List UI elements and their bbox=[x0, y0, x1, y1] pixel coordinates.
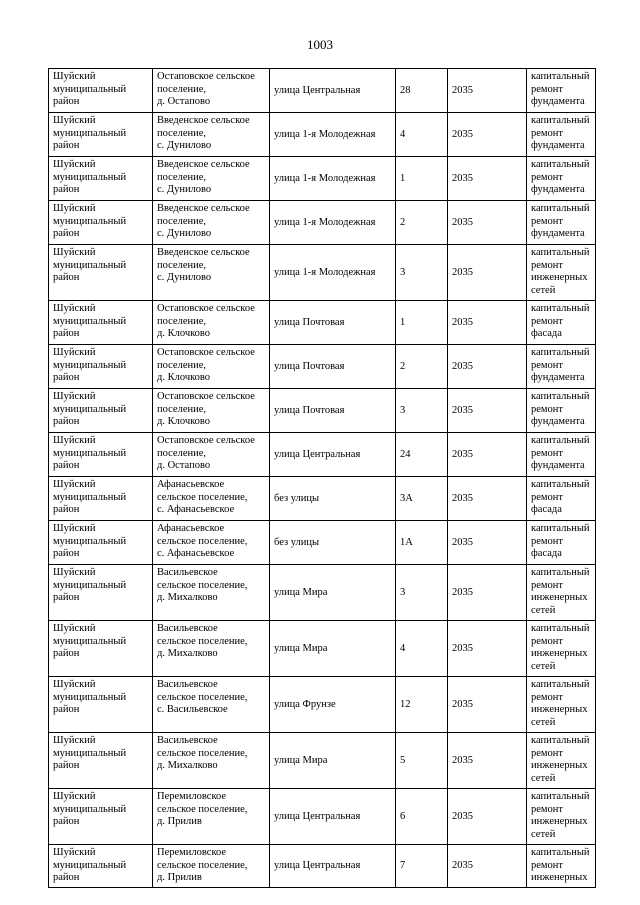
year-cell: 2035 bbox=[448, 477, 527, 521]
district-cell-line: район bbox=[53, 648, 80, 659]
district-cell-line: муниципальный bbox=[53, 259, 127, 271]
settlement-cell-line: Введенское сельское bbox=[157, 203, 250, 214]
settlement-cell-line: поселение, bbox=[157, 447, 207, 459]
district-cell bbox=[49, 845, 153, 888]
settlement-cell bbox=[153, 157, 270, 201]
repair-type-cell-line: ремонт bbox=[531, 579, 564, 591]
repair-type-cell-line: сетей bbox=[531, 284, 556, 296]
settlement-cell-line: д. Михалково bbox=[157, 648, 218, 659]
district-cell-line: Шуйский bbox=[53, 791, 96, 802]
street-cell: улица Центральная bbox=[270, 789, 396, 845]
repair-type-cell bbox=[527, 157, 596, 201]
repair-type-cell bbox=[527, 201, 596, 245]
street-cell: улица Мира bbox=[270, 565, 396, 621]
settlement-cell-line: Афанасьевское bbox=[157, 523, 225, 534]
street-cell: улица 1-я Молодежная bbox=[270, 157, 396, 201]
district-cell-line: район bbox=[53, 228, 80, 239]
year-cell: 2035 bbox=[448, 113, 527, 157]
district-cell-line: район bbox=[53, 816, 80, 827]
settlement-cell-line: Остаповское сельское bbox=[157, 347, 255, 358]
repair-type-cell-line: капитальный bbox=[531, 347, 590, 358]
settlement-cell-line: с. Дунилово bbox=[157, 140, 212, 151]
district-cell bbox=[49, 245, 153, 301]
settlement-cell-line: поселение, bbox=[157, 359, 207, 371]
year-cell: 2035 bbox=[448, 157, 527, 201]
housing-repair-table bbox=[48, 68, 596, 888]
settlement-cell bbox=[153, 433, 270, 477]
district-cell-line: район bbox=[53, 96, 80, 107]
district-cell-line: район bbox=[53, 504, 80, 515]
repair-type-cell bbox=[527, 69, 596, 113]
repair-type-cell-line: капитальный bbox=[531, 435, 590, 446]
settlement-cell-line: Остаповское сельское bbox=[157, 391, 255, 402]
repair-type-cell-line: ремонт фасада bbox=[531, 491, 564, 515]
settlement-cell bbox=[153, 245, 270, 301]
house-number-cell: 1А bbox=[396, 521, 448, 565]
table-row bbox=[49, 157, 596, 201]
district-cell-line: Шуйский bbox=[53, 247, 96, 258]
district-cell-line: Шуйский bbox=[53, 203, 96, 214]
repair-type-cell-line: ремонт фасада bbox=[531, 535, 564, 559]
settlement-cell bbox=[153, 113, 270, 157]
settlement-cell-line: Остаповское сельское bbox=[157, 435, 255, 446]
house-number-cell: 3 bbox=[396, 565, 448, 621]
settlement-cell-line: поселение, bbox=[157, 315, 207, 327]
settlement-cell bbox=[153, 621, 270, 677]
year-cell: 2035 bbox=[448, 621, 527, 677]
repair-type-cell-line: капитальный bbox=[531, 479, 590, 490]
house-number-cell: 7 bbox=[396, 845, 448, 888]
repair-type-cell-line: капитальный bbox=[531, 847, 590, 858]
settlement-cell-line: д. Прилив bbox=[157, 872, 202, 883]
settlement-cell-line: сельское поселение, bbox=[157, 747, 248, 759]
district-cell-line: муниципальный bbox=[53, 747, 127, 759]
repair-type-cell-line: инженерных bbox=[531, 648, 588, 659]
settlement-cell bbox=[153, 677, 270, 733]
repair-type-cell bbox=[527, 245, 596, 301]
settlement-cell-line: д. Прилив bbox=[157, 816, 202, 827]
settlement-cell-line: поселение, bbox=[157, 403, 207, 415]
repair-type-cell-line: сетей bbox=[531, 716, 556, 728]
district-cell bbox=[49, 301, 153, 345]
table-row bbox=[49, 245, 596, 301]
house-number-cell: 2 bbox=[396, 345, 448, 389]
settlement-cell-line: поселение, bbox=[157, 127, 207, 139]
district-cell-line: Шуйский bbox=[53, 435, 96, 446]
repair-type-cell-line: ремонт bbox=[531, 359, 564, 371]
repair-type-cell-line: инженерных bbox=[531, 760, 588, 771]
house-number-cell: 1 bbox=[396, 301, 448, 345]
repair-type-cell-line: капитальный bbox=[531, 203, 590, 214]
repair-type-cell bbox=[527, 621, 596, 677]
district-cell-line: Шуйский bbox=[53, 623, 96, 634]
house-number-cell: 4 bbox=[396, 621, 448, 677]
district-cell-line: муниципальный bbox=[53, 803, 127, 815]
settlement-cell bbox=[153, 345, 270, 389]
district-cell-line: муниципальный bbox=[53, 359, 127, 371]
settlement-cell-line: с. Дунилово bbox=[157, 272, 212, 283]
year-cell: 2035 bbox=[448, 301, 527, 345]
repair-type-cell bbox=[527, 565, 596, 621]
repair-type-cell-line: инженерных bbox=[531, 704, 588, 715]
settlement-cell-line: с. Дунилово bbox=[157, 184, 212, 195]
table-row bbox=[49, 677, 596, 733]
district-cell-line: Шуйский bbox=[53, 303, 96, 314]
repair-type-cell-line: ремонт bbox=[531, 803, 564, 815]
repair-type-cell-line: ремонт bbox=[531, 83, 564, 95]
repair-type-cell-line: фундамента bbox=[531, 184, 585, 195]
district-cell-line: Шуйский bbox=[53, 391, 96, 402]
house-number-cell: 12 bbox=[396, 677, 448, 733]
district-cell-line: муниципальный bbox=[53, 535, 127, 547]
district-cell-line: муниципальный bbox=[53, 127, 127, 139]
table-body bbox=[49, 69, 596, 888]
house-number-cell: 1 bbox=[396, 157, 448, 201]
house-number-cell: 3 bbox=[396, 389, 448, 433]
district-cell bbox=[49, 677, 153, 733]
repair-type-cell-line: ремонт bbox=[531, 859, 564, 871]
street-cell: улица Почтовая bbox=[270, 301, 396, 345]
house-number-cell: 3А bbox=[396, 477, 448, 521]
repair-type-cell bbox=[527, 845, 596, 888]
street-cell: улица Мира bbox=[270, 733, 396, 789]
district-cell-line: Шуйский bbox=[53, 847, 96, 858]
settlement-cell bbox=[153, 521, 270, 565]
repair-type-cell-line: сетей bbox=[531, 828, 556, 840]
repair-type-cell bbox=[527, 477, 596, 521]
house-number-cell: 24 bbox=[396, 433, 448, 477]
district-cell-line: район bbox=[53, 184, 80, 195]
repair-type-cell-line: капитальный bbox=[531, 523, 590, 534]
settlement-cell-line: сельское поселение, bbox=[157, 579, 248, 591]
settlement-cell-line: Введенское сельское bbox=[157, 159, 250, 170]
year-cell: 2035 bbox=[448, 345, 527, 389]
repair-type-cell bbox=[527, 113, 596, 157]
settlement-cell bbox=[153, 565, 270, 621]
settlement-cell-line: Васильевское bbox=[157, 735, 218, 746]
district-cell-line: муниципальный bbox=[53, 691, 127, 703]
table-row bbox=[49, 389, 596, 433]
district-cell bbox=[49, 565, 153, 621]
district-cell-line: Шуйский bbox=[53, 523, 96, 534]
repair-type-cell-line: капитальный bbox=[531, 623, 590, 634]
settlement-cell-line: сельское поселение, bbox=[157, 803, 248, 815]
district-cell-line: район bbox=[53, 272, 80, 283]
table-row bbox=[49, 345, 596, 389]
district-cell-line: Шуйский bbox=[53, 115, 96, 126]
street-cell: улица Мира bbox=[270, 621, 396, 677]
settlement-cell-line: с. Афанасьевское bbox=[157, 504, 235, 515]
house-number-cell: 4 bbox=[396, 113, 448, 157]
district-cell-line: муниципальный bbox=[53, 215, 127, 227]
district-cell bbox=[49, 69, 153, 113]
district-cell-line: Шуйский bbox=[53, 347, 96, 358]
district-cell-line: муниципальный bbox=[53, 171, 127, 183]
year-cell: 2035 bbox=[448, 389, 527, 433]
district-cell-line: район bbox=[53, 704, 80, 715]
repair-type-cell-line: ремонт bbox=[531, 447, 564, 459]
settlement-cell bbox=[153, 789, 270, 845]
settlement-cell-line: поселение, bbox=[157, 215, 207, 227]
district-cell-line: Шуйский bbox=[53, 567, 96, 578]
district-cell bbox=[49, 733, 153, 789]
settlement-cell-line: д. Клочково bbox=[157, 372, 211, 383]
district-cell-line: район bbox=[53, 760, 80, 771]
settlement-cell-line: Введенское сельское bbox=[157, 247, 250, 258]
district-cell bbox=[49, 621, 153, 677]
year-cell: 2035 bbox=[448, 677, 527, 733]
district-cell-line: муниципальный bbox=[53, 635, 127, 647]
year-cell: 2035 bbox=[448, 733, 527, 789]
settlement-cell-line: Перемиловское bbox=[157, 847, 227, 858]
repair-type-cell-line: ремонт bbox=[531, 171, 564, 183]
settlement-cell-line: сельское поселение, bbox=[157, 691, 248, 703]
house-number-cell: 5 bbox=[396, 733, 448, 789]
repair-type-cell-line: ремонт фасада bbox=[531, 315, 564, 339]
settlement-cell-line: Введенское сельское bbox=[157, 115, 250, 126]
settlement-cell-line: д. Михалково bbox=[157, 760, 218, 771]
settlement-cell-line: Перемиловское bbox=[157, 791, 227, 802]
settlement-cell bbox=[153, 477, 270, 521]
street-cell: без улицы bbox=[270, 477, 396, 521]
table-row bbox=[49, 845, 596, 888]
repair-type-cell-line: ремонт bbox=[531, 215, 564, 227]
street-cell: улица Центральная bbox=[270, 845, 396, 888]
table-row bbox=[49, 521, 596, 565]
repair-type-cell-line: капитальный bbox=[531, 679, 590, 690]
repair-type-cell bbox=[527, 677, 596, 733]
settlement-cell-line: поселение, bbox=[157, 83, 207, 95]
repair-type-cell-line: фундамента bbox=[531, 416, 585, 427]
district-cell-line: Шуйский bbox=[53, 479, 96, 490]
settlement-cell-line: поселение, bbox=[157, 171, 207, 183]
repair-type-cell-line: капитальный bbox=[531, 159, 590, 170]
street-cell: улица Центральная bbox=[270, 69, 396, 113]
repair-type-cell-line: капитальный bbox=[531, 735, 590, 746]
repair-type-cell-line: ремонт bbox=[531, 259, 564, 271]
district-cell-line: район bbox=[53, 592, 80, 603]
repair-type-cell bbox=[527, 301, 596, 345]
year-cell: 2035 bbox=[448, 845, 527, 888]
repair-type-cell bbox=[527, 433, 596, 477]
repair-type-cell-line: ремонт bbox=[531, 747, 564, 759]
house-number-cell: 6 bbox=[396, 789, 448, 845]
settlement-cell bbox=[153, 845, 270, 888]
district-cell-line: район bbox=[53, 548, 80, 559]
table-row bbox=[49, 201, 596, 245]
repair-type-cell-line: фундамента bbox=[531, 96, 585, 107]
settlement-cell bbox=[153, 69, 270, 113]
page-number: 1003 bbox=[307, 37, 333, 52]
district-cell bbox=[49, 201, 153, 245]
settlement-cell-line: сельское поселение, bbox=[157, 635, 248, 647]
year-cell: 2035 bbox=[448, 521, 527, 565]
district-cell-line: район bbox=[53, 416, 80, 427]
district-cell-line: муниципальный bbox=[53, 579, 127, 591]
settlement-cell-line: д. Клочково bbox=[157, 328, 211, 339]
settlement-cell-line: сельское поселение, bbox=[157, 535, 248, 547]
district-cell bbox=[49, 113, 153, 157]
repair-type-cell-line: инженерных bbox=[531, 816, 588, 827]
year-cell: 2035 bbox=[448, 201, 527, 245]
settlement-cell-line: с. Афанасьевское bbox=[157, 548, 235, 559]
district-cell bbox=[49, 433, 153, 477]
year-cell: 2035 bbox=[448, 245, 527, 301]
repair-type-cell bbox=[527, 521, 596, 565]
settlement-cell-line: д. Михалково bbox=[157, 592, 218, 603]
repair-type-cell-line: капитальный bbox=[531, 391, 590, 402]
district-cell bbox=[49, 389, 153, 433]
year-cell: 2035 bbox=[448, 69, 527, 113]
settlement-cell-line: д. Остапово bbox=[157, 96, 211, 107]
repair-type-cell-line: капитальный bbox=[531, 71, 590, 82]
district-cell-line: Шуйский bbox=[53, 735, 96, 746]
repair-type-cell-line: фундамента bbox=[531, 140, 585, 151]
district-cell-line: муниципальный bbox=[53, 315, 127, 327]
settlement-cell-line: сельское поселение, bbox=[157, 491, 248, 503]
street-cell: улица Центральная bbox=[270, 433, 396, 477]
house-number-cell: 3 bbox=[396, 245, 448, 301]
settlement-cell-line: Остаповское сельское bbox=[157, 303, 255, 314]
settlement-cell-line: поселение, bbox=[157, 259, 207, 271]
repair-type-cell-line: сетей bbox=[531, 604, 556, 616]
district-cell-line: муниципальный bbox=[53, 491, 127, 503]
district-cell-line: муниципальный bbox=[53, 447, 127, 459]
street-cell: улица Почтовая bbox=[270, 389, 396, 433]
repair-type-cell-line: капитальный bbox=[531, 247, 590, 258]
district-cell bbox=[49, 789, 153, 845]
district-cell-line: муниципальный bbox=[53, 859, 127, 871]
district-cell-line: Шуйский bbox=[53, 71, 96, 82]
settlement-cell bbox=[153, 733, 270, 789]
table-row bbox=[49, 565, 596, 621]
house-number-cell: 2 bbox=[396, 201, 448, 245]
repair-type-cell-line: инженерных bbox=[531, 272, 588, 283]
table-row bbox=[49, 789, 596, 845]
repair-type-cell bbox=[527, 389, 596, 433]
settlement-cell-line: с. Васильевское bbox=[157, 704, 228, 715]
repair-type-cell-line: сетей bbox=[531, 772, 556, 784]
repair-type-cell bbox=[527, 345, 596, 389]
repair-type-cell-line: ремонт bbox=[531, 403, 564, 415]
street-cell: без улицы bbox=[270, 521, 396, 565]
settlement-cell-line: Васильевское bbox=[157, 679, 218, 690]
year-cell: 2035 bbox=[448, 433, 527, 477]
settlement-cell-line: Остаповское сельское bbox=[157, 71, 255, 82]
repair-type-cell-line: ремонт bbox=[531, 127, 564, 139]
house-number-cell: 28 bbox=[396, 69, 448, 113]
settlement-cell-line: Афанасьевское bbox=[157, 479, 225, 490]
street-cell: улица Фрунзе bbox=[270, 677, 396, 733]
repair-type-cell-line: капитальный bbox=[531, 567, 590, 578]
repair-type-cell-line: капитальный bbox=[531, 303, 590, 314]
repair-type-cell-line: ремонт bbox=[531, 691, 564, 703]
repair-type-cell-line: фундамента bbox=[531, 460, 585, 471]
district-cell-line: район bbox=[53, 328, 80, 339]
street-cell: улица 1-я Молодежная bbox=[270, 113, 396, 157]
repair-type-cell-line: инженерных bbox=[531, 592, 588, 603]
district-cell-line: район bbox=[53, 140, 80, 151]
district-cell bbox=[49, 521, 153, 565]
repair-type-cell-line: инженерных bbox=[531, 872, 588, 883]
table-row bbox=[49, 113, 596, 157]
table-row bbox=[49, 477, 596, 521]
table-row bbox=[49, 433, 596, 477]
year-cell: 2035 bbox=[448, 789, 527, 845]
settlement-cell bbox=[153, 201, 270, 245]
settlement-cell-line: с. Дунилово bbox=[157, 228, 212, 239]
year-cell: 2035 bbox=[448, 565, 527, 621]
settlement-cell bbox=[153, 301, 270, 345]
settlement-cell-line: сельское поселение, bbox=[157, 859, 248, 871]
repair-type-cell-line: фундамента bbox=[531, 228, 585, 239]
repair-type-cell bbox=[527, 789, 596, 845]
repair-type-cell-line: сетей bbox=[531, 660, 556, 672]
district-cell bbox=[49, 345, 153, 389]
table-row bbox=[49, 301, 596, 345]
settlement-cell-line: д. Остапово bbox=[157, 460, 211, 471]
settlement-cell-line: д. Клочково bbox=[157, 416, 211, 427]
table-row bbox=[49, 69, 596, 113]
repair-type-cell-line: капитальный bbox=[531, 791, 590, 802]
repair-type-cell bbox=[527, 733, 596, 789]
settlement-cell bbox=[153, 389, 270, 433]
district-cell bbox=[49, 477, 153, 521]
district-cell-line: Шуйский bbox=[53, 679, 96, 690]
street-cell: улица Почтовая bbox=[270, 345, 396, 389]
district-cell-line: Шуйский bbox=[53, 159, 96, 170]
settlement-cell-line: Васильевское bbox=[157, 623, 218, 634]
district-cell-line: муниципальный bbox=[53, 403, 127, 415]
district-cell bbox=[49, 157, 153, 201]
district-cell-line: район bbox=[53, 372, 80, 383]
table-row bbox=[49, 733, 596, 789]
repair-type-cell-line: ремонт bbox=[531, 635, 564, 647]
district-cell-line: район bbox=[53, 872, 80, 883]
table-row bbox=[49, 621, 596, 677]
repair-type-cell-line: фундамента bbox=[531, 372, 585, 383]
repair-type-cell-line: капитальный bbox=[531, 115, 590, 126]
district-cell-line: муниципальный bbox=[53, 83, 127, 95]
settlement-cell-line: Васильевское bbox=[157, 567, 218, 578]
street-cell: улица 1-я Молодежная bbox=[270, 201, 396, 245]
street-cell: улица 1-я Молодежная bbox=[270, 245, 396, 301]
district-cell-line: район bbox=[53, 460, 80, 471]
